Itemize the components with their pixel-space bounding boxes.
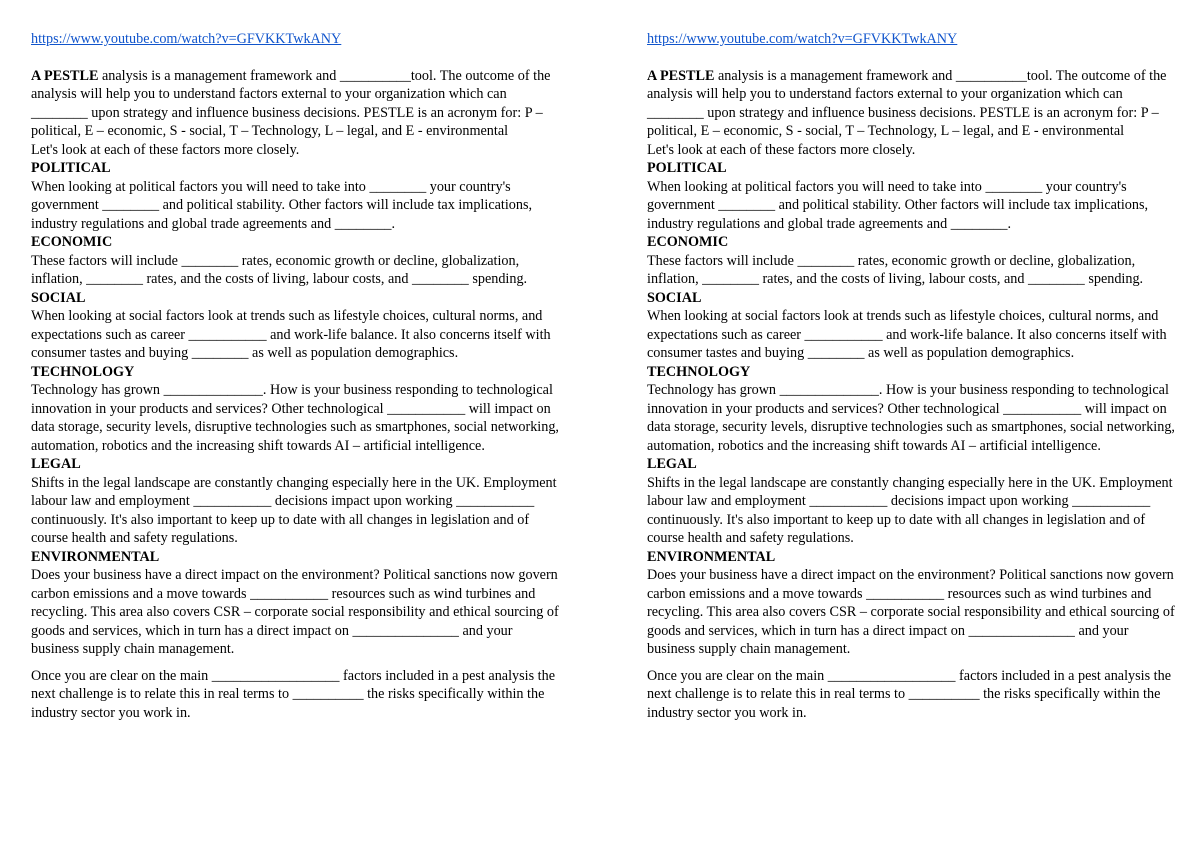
closing-paragraph: Once you are clear on the main __________________ factors included in a pest analysis the next challenge is to relate this in real terms to __________ the risks specifically within the industry sector you work in. [647,667,1172,721]
intro-lead: A PESTLE [31,67,99,84]
heading-social: SOCIAL [31,289,86,306]
heading-technology: TECHNOLOGY [31,363,135,380]
left-page [31,30,559,722]
social-body: When looking at social factors look at trends such as lifestyle choices, cultural norms, and expectations such as career ___________ and work-life balance. It also concerns itself with consumer tastes and buying ________ as well as population demographics. [31,308,551,361]
technology-body: Technology has grown ______________. How is your business responding to technological innovation in your products and services? Other technological ___________ will impact on data storage, security levels, disruptive technologies such as smartphones, social networking, automation, robotics and the increasing shift towards AI – artificial intelligence. [647,382,1175,454]
economic-body: These factors will include ________ rates, economic growth or decline, globalization, inflation, ________ rates, and the costs of living, labour costs, and ________ spending. [31,252,528,287]
youtube-link[interactable]: https://www.youtube.com/watch?v=GFVKKTwkANY [31,31,342,47]
intro-text: analysis is a management framework and __________tool. The outcome of the analysis will help you to understand factors external to your organization which can ________ upon strategy and influence business decisions. PESTLE is an acronym for: P – political, E – economic, S - social, T – Technology, L – legal, and E - environmental [647,67,1167,139]
intro-lead: A PESTLE [647,67,715,84]
heading-environmental: ENVIRONMENTAL [31,548,160,565]
political-body: When looking at political factors you will need to take into ________ your country's government ________ and political stability. Other factors will include tax implications, industry regulations and global trade agreements and ________. [647,178,1149,232]
intro-text: analysis is a management framework and __________tool. The outcome of the analysis will help you to understand factors external to your organization which can ________ upon strategy and influence business decisions. PESTLE is an acronym for: P – political, E – economic, S - social, T – Technology, L – legal, and E - environmental [31,67,551,139]
legal-body: Shifts in the legal landscape are constantly changing especially here in the UK. Employment labour law and employment ___________ decisions impact upon working ___________ continuously. It's also important to keep up to date with all changes in legislation and of course health and safety regulations. [647,474,1173,546]
environmental-body: Does your business have a direct impact on the environment? Political sanctions now govern carbon emissions and a move towards ___________ resources such as wind turbines and recycling. This area also covers CSR – corporate social responsibility and ethical sourcing of goods and services, which in turn has a direct impact on _______________ and your business supply chain management. [647,567,1175,657]
legal-body: Shifts in the legal landscape are constantly changing especially here in the UK. Employment labour law and employment ___________ decisions impact upon working ___________ continuously. It's also important to keep up to date with all changes in legislation and of course health and safety regulations. [31,474,557,546]
political-body: When looking at political factors you will need to take into ________ your country's government ________ and political stability. Other factors will include tax implications, industry regulations and global trade agreements and ________. [31,178,533,232]
heading-economic: ECONOMIC [31,234,113,250]
social-body: When looking at social factors look at trends such as lifestyle choices, cultural norms, and expectations such as career ___________ and work-life balance. It also concerns itself with consumer tastes and buying ________ as well as population demographics. [647,308,1167,361]
heading-environmental: ENVIRONMENTAL [647,548,776,565]
intro-paragraph [31,67,559,141]
closing-paragraph: Once you are clear on the main __________________ factors included in a pest analysis the next challenge is to relate this in real terms to __________ the risks specifically within the industry sector you work in. [31,667,556,721]
heading-legal: LEGAL [31,456,81,472]
environmental-body: Does your business have a direct impact on the environment? Political sanctions now govern carbon emissions and a move towards ___________ resources such as wind turbines and recycling. This area also covers CSR – corporate social responsibility and ethical sourcing of goods and services, which in turn has a direct impact on _______________ and your business supply chain management. [31,567,559,657]
heading-technology: TECHNOLOGY [647,363,751,380]
intro-followup: Let's look at each of these factors more closely. [31,141,300,158]
right-page [647,30,1175,722]
heading-legal: LEGAL [647,456,697,472]
intro-followup: Let's look at each of these factors more closely. [647,141,916,158]
heading-political: POLITICAL [647,160,727,176]
economic-body: These factors will include ________ rates, economic growth or decline, globalization, inflation, ________ rates, and the costs of living, labour costs, and ________ spending. [647,252,1144,287]
technology-body: Technology has grown ______________. How is your business responding to technological innovation in your products and services? Other technological ___________ will impact on data storage, security levels, disruptive technologies such as smartphones, social networking, automation, robotics and the increasing shift towards AI – artificial intelligence. [31,382,559,454]
heading-economic: ECONOMIC [647,234,729,250]
youtube-link[interactable]: https://www.youtube.com/watch?v=GFVKKTwkANY [647,31,958,47]
heading-social: SOCIAL [647,289,702,306]
intro-paragraph [647,67,1175,141]
heading-political: POLITICAL [31,160,111,176]
